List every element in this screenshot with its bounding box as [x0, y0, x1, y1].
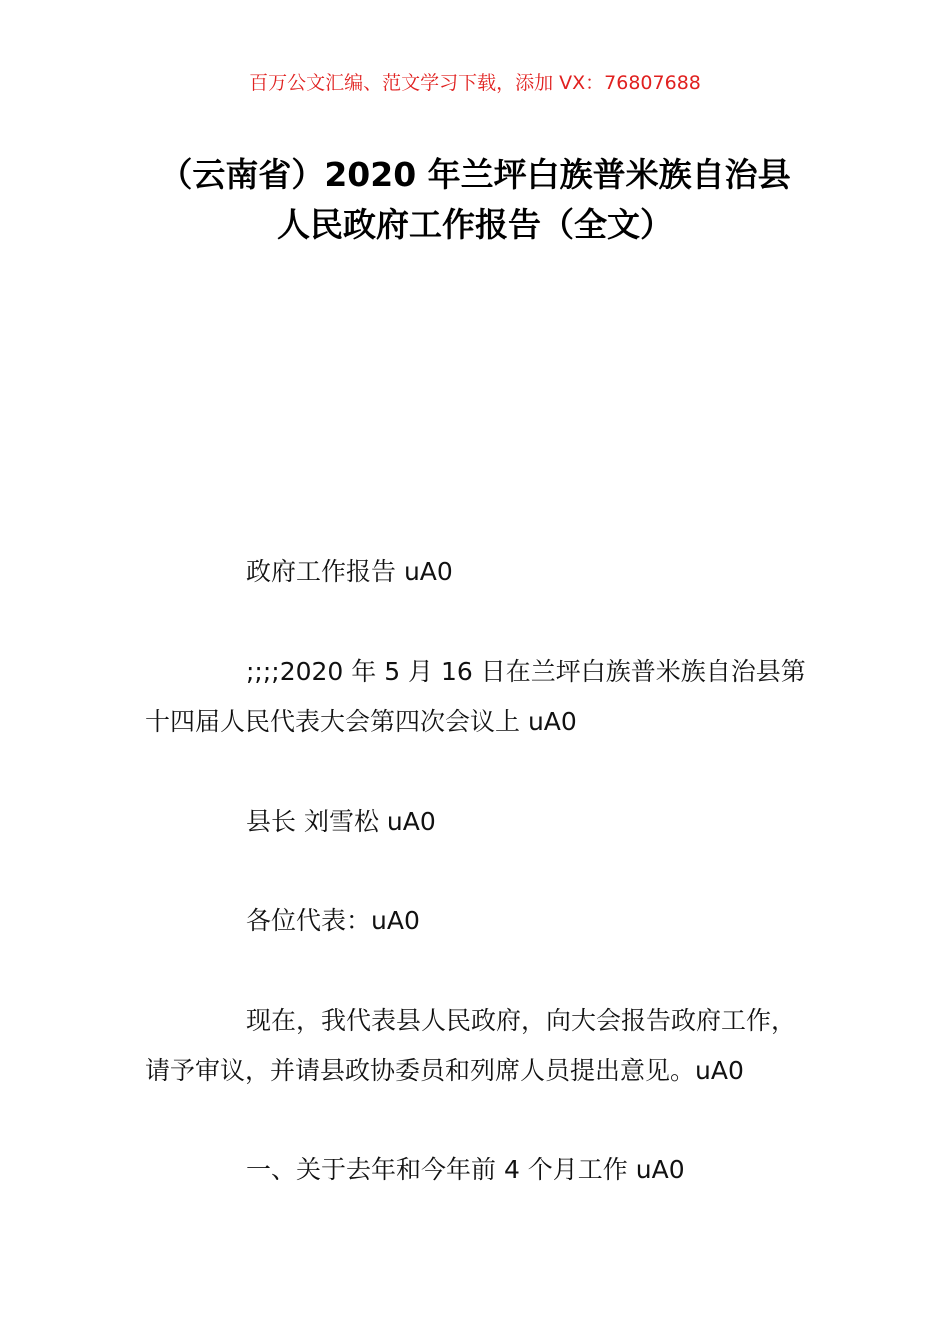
paragraph-line: ;;;;2020 年 5 月 16 日在兰坪白族普米族自治县第	[246, 657, 806, 686]
paragraph-section-one-heading	[145, 1145, 845, 1195]
document-title	[100, 150, 850, 250]
title-line-1: （云南省）2020 年兰坪白族普米族自治县	[159, 155, 791, 194]
paragraph-speaker	[145, 797, 845, 847]
paragraph-line: 县长 刘雪松 uA0	[246, 807, 436, 836]
paragraph-line: 各位代表：uA0	[246, 906, 420, 935]
paragraph-meeting-date	[145, 647, 845, 747]
paragraph-report-heading	[145, 547, 845, 597]
paragraph-line: 十四届人民代表大会第四次会议上 uA0	[145, 707, 577, 736]
header-note: 百万公文汇编、范文学习下载，添加 VX：76807688	[249, 72, 701, 94]
paragraph-line: 现在，我代表县人民政府，向大会报告政府工作，	[246, 1006, 797, 1035]
title-line-2: 人民政府工作报告（全文）	[277, 205, 673, 244]
paragraph-salutation	[145, 896, 845, 946]
paragraph-opening	[145, 996, 845, 1096]
paragraph-line: 一、关于去年和今年前 4 个月工作 uA0	[246, 1155, 685, 1184]
paragraph-line: 政府工作报告 uA0	[246, 557, 453, 586]
paragraph-line: 请予审议，并请县政协委员和列席人员提出意见。uA0	[145, 1056, 744, 1085]
